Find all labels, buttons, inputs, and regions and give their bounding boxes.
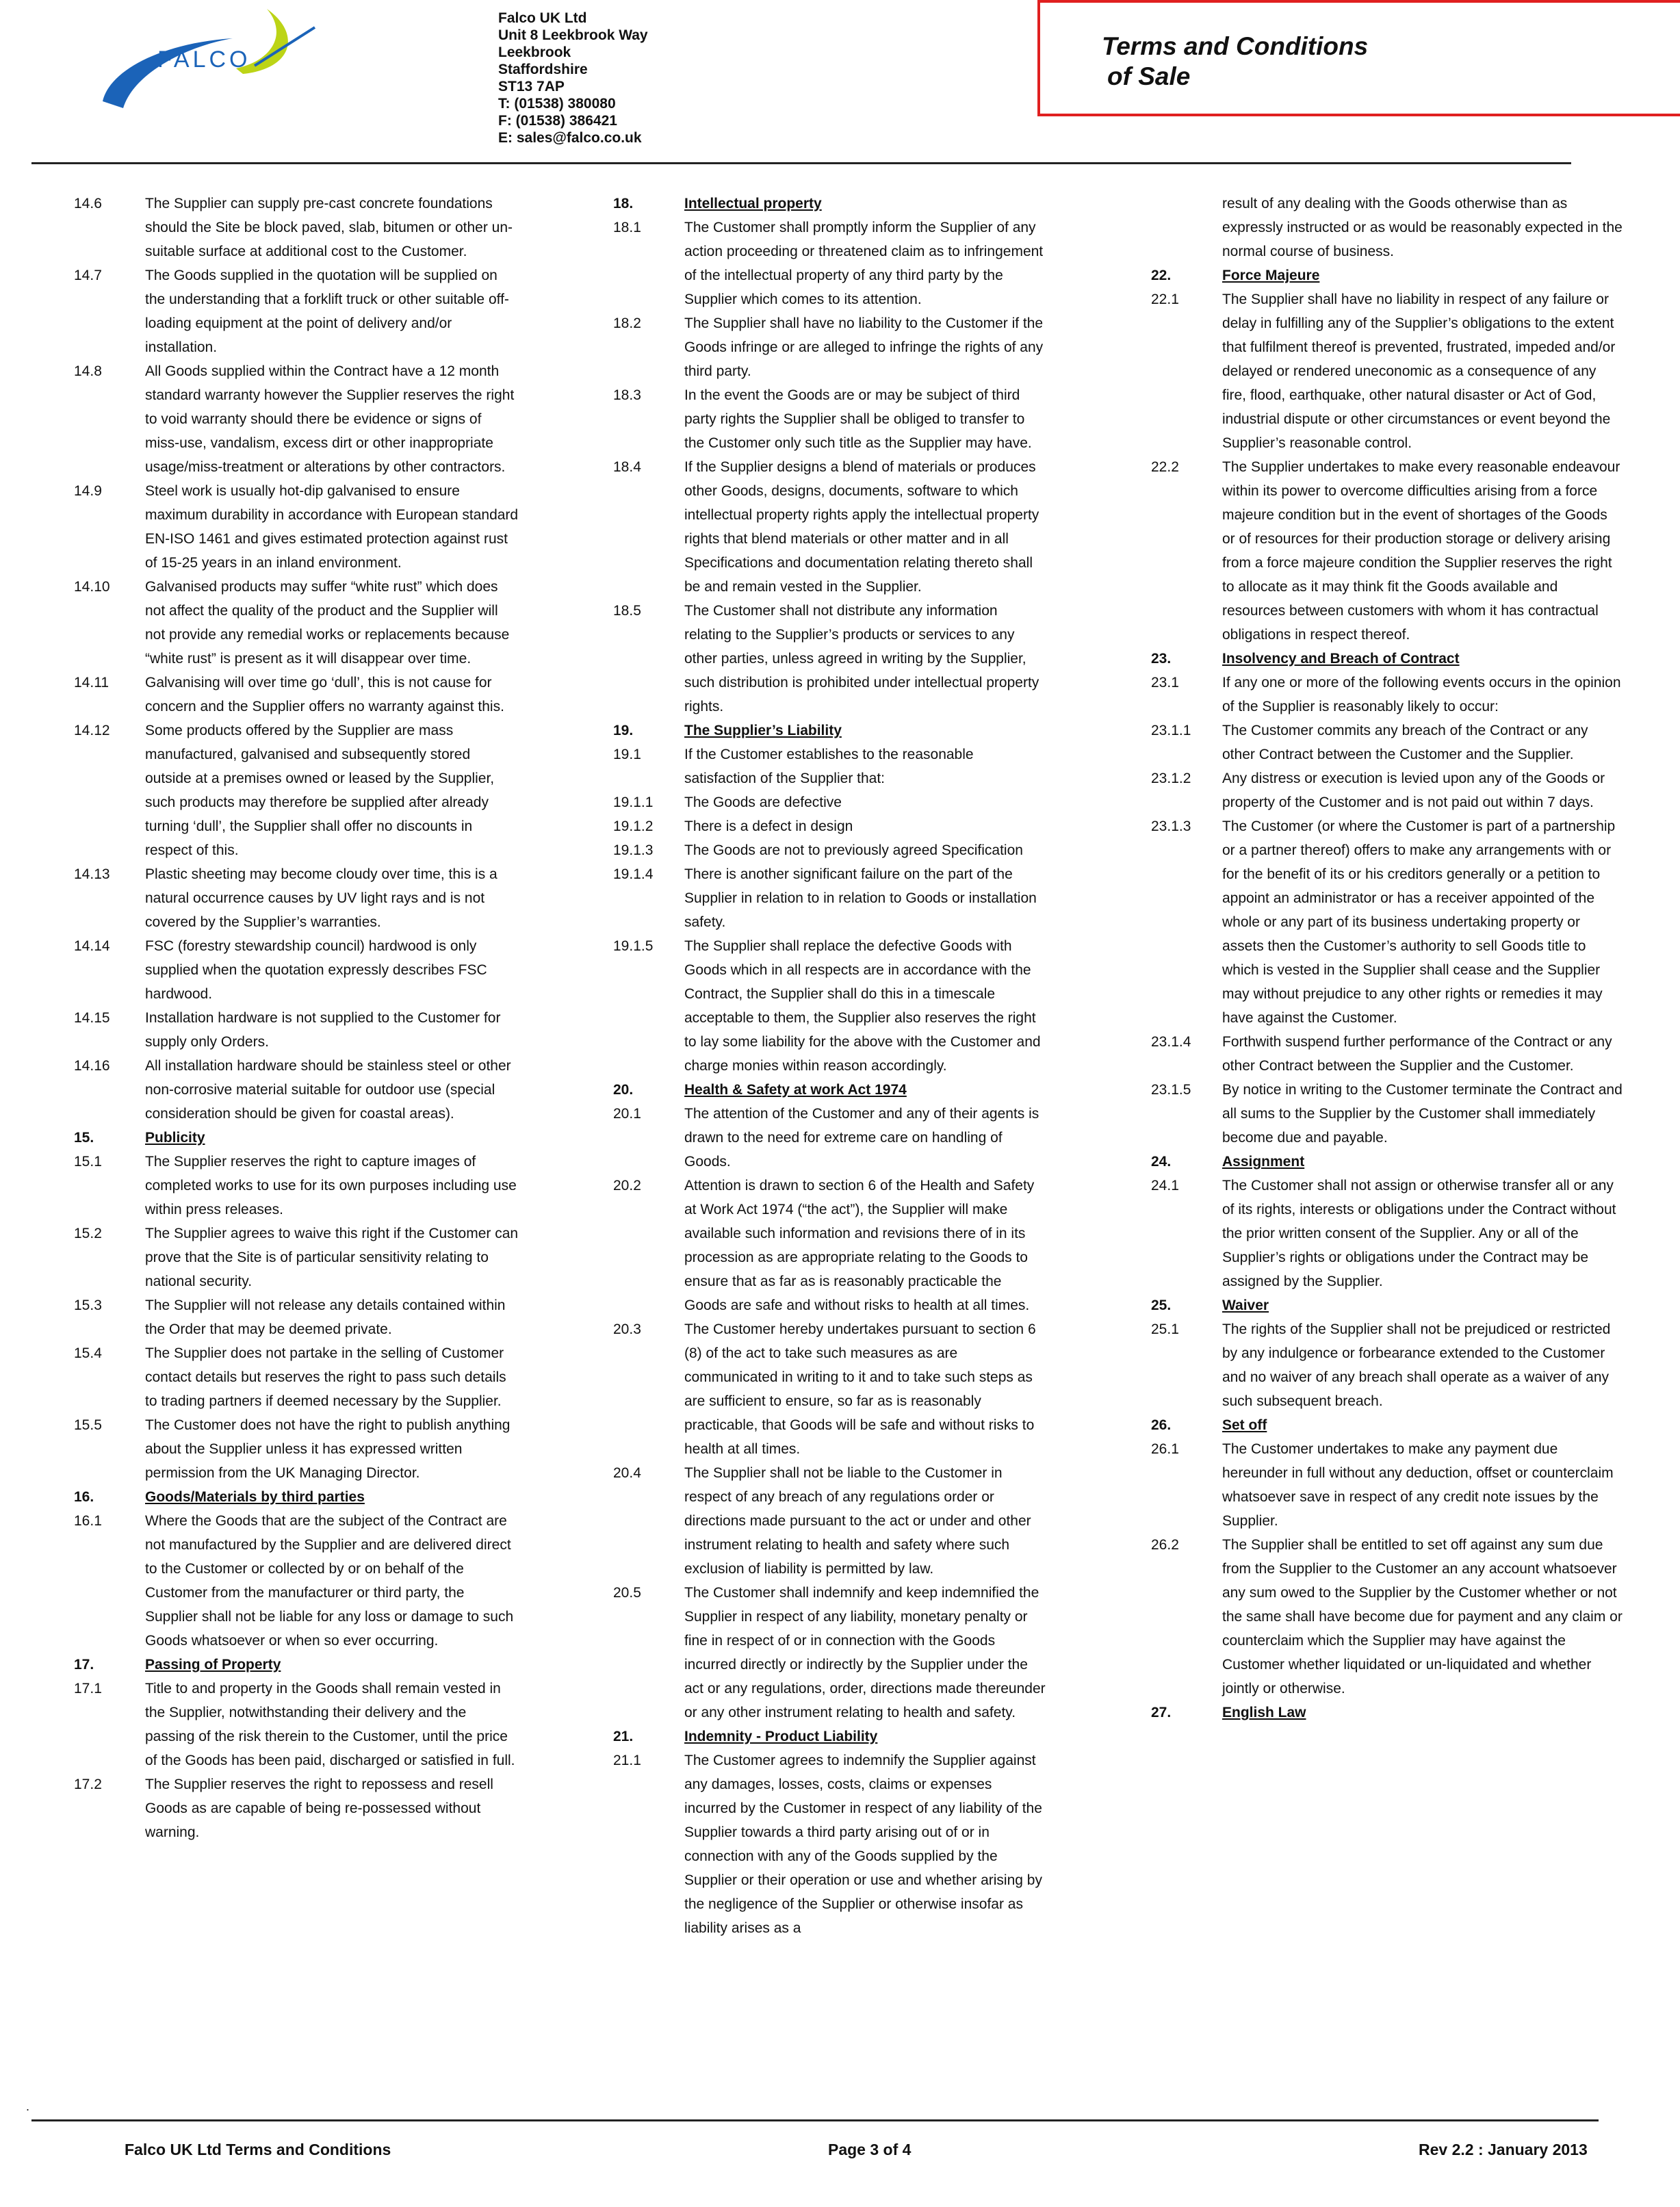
clause-text: Installation hardware is not supplied to the Customer for supply only Orders. bbox=[145, 1010, 501, 1050]
clause-number: 14.7 bbox=[74, 268, 102, 283]
falco-logo-swoosh-icon bbox=[96, 5, 322, 118]
clause-text: The Supplier shall have no liability to the Customer if the Goods infringe or are alleged to infringe the rights of any third party. bbox=[684, 315, 1044, 379]
clause-text: The Customer shall not assign or otherwise transfer all or any of its rights, interests or obligations under the Contract without the prior written consent of the Supplier. Any or all of the Supplier’s rights or obligations under the Contract may be assigned by the Supplier. bbox=[1222, 1178, 1616, 1289]
column-1 bbox=[74, 192, 519, 2108]
document-title-box bbox=[1037, 0, 1680, 116]
clause bbox=[613, 599, 1048, 719]
address-line: Unit 8 Leekbrook Way bbox=[498, 27, 648, 43]
document-title-line2: of Sale bbox=[1107, 62, 1191, 90]
clause-text: The Customer hereby undertakes pursuant to section 6 (8) of the act to take such measures as are communicated in writing to it and to take such steps as are sufficient to ensure, so far as is reasonably practicable, that Goods will be safe and without risks to health at all times. bbox=[684, 1321, 1036, 1457]
clause-heading-text: Publicity bbox=[145, 1130, 205, 1146]
clause-number: 18. bbox=[613, 196, 634, 211]
clause-number: 26.2 bbox=[1151, 1537, 1179, 1553]
footer-revision: Rev 2.2 : January 2013 bbox=[1419, 2141, 1588, 2158]
clause bbox=[613, 1317, 1048, 1461]
clause-number: 18.2 bbox=[613, 315, 641, 331]
clause-text: In the event the Goods are or may be subject of third party rights the Supplier shall be obliged to transfer to the Customer only such title as the Supplier may have. bbox=[684, 387, 1032, 451]
clause-text: If the Supplier designs a blend of materials or produces other Goods, designs, documents, software to which intellectual property rights apply the intellectual property rights that blend materials or other matter and in all Specifications and documentation relating thereto shall be and remain vested in the Supplier. bbox=[684, 459, 1039, 595]
clause-heading-text: Insolvency and Breach of Contract bbox=[1222, 651, 1460, 667]
clause bbox=[1151, 671, 1623, 719]
clause-text: By notice in writing to the Customer terminate the Contract and all sums to the Supplier by the Customer shall immediately become due and payable. bbox=[1222, 1082, 1623, 1146]
clause-text: The Supplier agrees to waive this right if the Customer can prove that the Site is of particular sensitivity relating to national security. bbox=[145, 1226, 519, 1289]
clause-text: The Goods supplied in the quotation will be supplied on the understanding that a forklift truck or other suitable off-loading equipment at the point of delivery and/or installation. bbox=[145, 268, 509, 355]
clause-heading bbox=[1151, 1150, 1623, 1174]
clause-text: If the Customer establishes to the reasonable satisfaction of the Supplier that: bbox=[684, 747, 974, 786]
clause bbox=[613, 311, 1048, 383]
clause bbox=[613, 814, 1048, 838]
clause-number: 15.5 bbox=[74, 1417, 102, 1433]
clause bbox=[74, 359, 519, 479]
address-line: E: sales@falco.co.uk bbox=[498, 130, 642, 146]
clause bbox=[613, 216, 1048, 311]
clause-number: 19.1.1 bbox=[613, 795, 654, 810]
clause-number: 16.1 bbox=[74, 1513, 102, 1529]
clause-text: The Supplier reserves the right to capture images of completed works to use for its own purposes including use within press releases. bbox=[145, 1154, 517, 1217]
clause-number: 19. bbox=[613, 723, 634, 738]
clause-number: 17. bbox=[74, 1657, 94, 1673]
clause-text: The Supplier does not partake in the selling of Customer contact details but reserves the right to pass such details to trading partners if deemed necessary by the Supplier. bbox=[145, 1345, 506, 1409]
clause bbox=[613, 455, 1048, 599]
clause-number: 25.1 bbox=[1151, 1321, 1179, 1337]
clause-text: Galvanising will over time go ‘dull’, this is not cause for concern and the Supplier offers no warranty against this. bbox=[145, 675, 504, 714]
clause-heading bbox=[74, 1126, 519, 1150]
clause bbox=[613, 743, 1048, 790]
clause-number: 20.3 bbox=[613, 1321, 641, 1337]
clause-number: 20.1 bbox=[613, 1106, 641, 1122]
clause bbox=[1151, 192, 1623, 263]
clause-number: 26. bbox=[1151, 1417, 1172, 1433]
clause-text: The Supplier will not release any details contained within the Order that may be deemed private. bbox=[145, 1298, 506, 1337]
clause bbox=[74, 263, 519, 359]
clause bbox=[74, 1413, 519, 1485]
clause-text: Where the Goods that are the subject of the Contract are not manufactured by the Supplier and are delivered direct to the Customer or collected by or on behalf of the Customer from the manufacturer or third party, the Supplier shall not be liable for any loss or damage to such Goods whatsoever or when so ever occurring. bbox=[145, 1513, 514, 1649]
falco-logo bbox=[96, 5, 322, 118]
clause-heading-text: English Law bbox=[1222, 1705, 1306, 1720]
clause-text: There is a defect in design bbox=[684, 818, 853, 834]
clause-number: 14.12 bbox=[74, 723, 110, 738]
clause-number: 21.1 bbox=[613, 1753, 641, 1768]
clause-text: The Goods are defective bbox=[684, 795, 842, 810]
clause bbox=[1151, 1174, 1623, 1293]
clause-text: result of any dealing with the Goods otherwise than as expressly instructed or as would be reasonably expected in the normal course of business. bbox=[1222, 196, 1623, 259]
clause-text: All Goods supplied within the Contract have a 12 month standard warranty however the Supplier reserves the right to void warranty should there be evidence or signs of miss-use, vandalism, excess dirt or other inappropriate usage/miss-treatment or alterations by other contractors. bbox=[145, 363, 515, 475]
clause bbox=[1151, 814, 1623, 1030]
clause bbox=[1151, 1078, 1623, 1150]
clause bbox=[1151, 766, 1623, 814]
clause-number: 15.2 bbox=[74, 1226, 102, 1241]
clause-text: The Customer (or where the Customer is part of a partnership or a partner thereof) offers to make any arrangements with or for the benefit of its or his creditors generally or a petition to appoint an administrator or has a receiver appointed of the whole or any part of its business undertaking property or assets then the Customer’s authority to sell Goods title to which is vested in the Supplier shall cease and the Supplier may without prejudice to any other rights or remedies it may have against the Customer. bbox=[1222, 818, 1616, 1026]
company-address bbox=[498, 10, 786, 146]
clause-text: The Goods are not to previously agreed Specification bbox=[684, 842, 1023, 858]
clause-number: 18.1 bbox=[613, 220, 641, 235]
clause-number: 19.1 bbox=[613, 747, 641, 762]
clause-number: 14.10 bbox=[74, 579, 110, 595]
clause-number: 23.1.3 bbox=[1151, 818, 1191, 834]
clause-number: 20.4 bbox=[613, 1465, 641, 1481]
clause-number: 23.1.4 bbox=[1151, 1034, 1191, 1050]
clause bbox=[74, 192, 519, 263]
clause-text: If any one or more of the following events occurs in the opinion of the Supplier is reasonably likely to occur: bbox=[1222, 675, 1621, 714]
clause bbox=[1151, 1317, 1623, 1413]
clause-number: 26.1 bbox=[1151, 1441, 1179, 1457]
clause-number: 20. bbox=[613, 1082, 634, 1098]
clause-number: 14.6 bbox=[74, 196, 102, 211]
clause-number: 19.1.5 bbox=[613, 938, 654, 954]
clause-number: 27. bbox=[1151, 1705, 1172, 1720]
clause bbox=[613, 1581, 1048, 1725]
clause bbox=[613, 862, 1048, 934]
clause-heading bbox=[1151, 1701, 1623, 1725]
clause-number: 20.2 bbox=[613, 1178, 641, 1193]
address-line: Falco UK Ltd bbox=[498, 10, 587, 26]
clause-text: The Customer shall promptly inform the Supplier of any action proceeding or threatened claim as to infringement of the intellectual property of any third party by the Supplier which comes to its attention. bbox=[684, 220, 1044, 307]
address-line: Leekbrook bbox=[498, 44, 571, 60]
footer-divider bbox=[31, 2119, 1599, 2121]
clause-number: 15.4 bbox=[74, 1345, 102, 1361]
clause bbox=[613, 838, 1048, 862]
clause bbox=[74, 1341, 519, 1413]
clause bbox=[74, 479, 519, 575]
clause-number: 17.1 bbox=[74, 1681, 102, 1696]
clause bbox=[1151, 1533, 1623, 1701]
footer-mark: . bbox=[26, 2100, 30, 2113]
column-3 bbox=[1151, 192, 1623, 2108]
clause-text: The Supplier can supply pre-cast concrete foundations should the Site be block paved, slab, bitumen or other un-suitable surface at additional cost to the Customer. bbox=[145, 196, 513, 259]
clause-text: The Customer does not have the right to publish anything about the Supplier unless it has expressed written permission from the UK Managing Director. bbox=[145, 1417, 511, 1481]
clause-heading bbox=[613, 1078, 1048, 1102]
clause bbox=[74, 934, 519, 1006]
clause-heading bbox=[1151, 647, 1623, 671]
column-2 bbox=[613, 192, 1048, 2108]
clause-number: 16. bbox=[74, 1489, 94, 1505]
clause-number: 15.1 bbox=[74, 1154, 102, 1170]
clause-text: The Customer shall not distribute any information relating to the Supplier’s products or services to any other parties, unless agreed in writing by the Supplier, such distribution is prohibited under intellectual property rights. bbox=[684, 603, 1039, 714]
clause-text: The attention of the Customer and any of their agents is drawn to the need for extreme care on handling of Goods. bbox=[684, 1106, 1039, 1170]
clause bbox=[74, 1150, 519, 1222]
clause bbox=[613, 790, 1048, 814]
clause-number: 15. bbox=[74, 1130, 94, 1146]
footer-page-number: Page 3 of 4 bbox=[828, 2141, 912, 2158]
clause-number: 23.1.2 bbox=[1151, 771, 1191, 786]
clause-text: The rights of the Supplier shall not be prejudiced or restricted by any indulgence or forbearance extended to the Customer and no waiver of any breach shall operate as a waiver of any such subsequent breach. bbox=[1222, 1321, 1611, 1409]
clause-text: The Supplier shall not be liable to the Customer in respect of any breach of any regulations order or directions made pursuant to the act or under and other instrument relating to health and safety where such exclusion of liability is permitted by law. bbox=[684, 1465, 1031, 1577]
clause-text: Forthwith suspend further performance of the Contract or any other Contract between the Supplier and the Customer. bbox=[1222, 1034, 1612, 1074]
clause-text: The Customer undertakes to make any payment due hereunder in full without any deduction, offset or counterclaim whatsoever save in respect of any credit note issues by the Supplier. bbox=[1222, 1441, 1614, 1529]
address-line: ST13 7AP bbox=[498, 79, 565, 94]
clause-number: 24.1 bbox=[1151, 1178, 1179, 1193]
clause bbox=[613, 1174, 1048, 1317]
clause-number: 22.2 bbox=[1151, 459, 1179, 475]
clause bbox=[613, 383, 1048, 455]
clause-heading bbox=[613, 192, 1048, 216]
clause-number: 14.9 bbox=[74, 483, 102, 499]
clause-number: 18.5 bbox=[613, 603, 641, 619]
clause-number: 19.1.2 bbox=[613, 818, 654, 834]
clause-text: All installation hardware should be stainless steel or other non-corrosive material suitable for outdoor use (special consideration should be given for coastal areas). bbox=[145, 1058, 511, 1122]
address-line: T: (01538) 380080 bbox=[498, 96, 616, 112]
clause bbox=[613, 1461, 1048, 1581]
clause-text: The Supplier shall be entitled to set off against any sum due from the Supplier to the Customer an any account whatsoever any sum owed to the Supplier by the Customer whether or not the same shall have become due for payment and any claim or counterclaim which the Supplier may have against the Customer whether liquidated or un-liquidated and whether jointly or otherwise. bbox=[1222, 1537, 1623, 1696]
clause bbox=[613, 1102, 1048, 1174]
clause bbox=[1151, 1437, 1623, 1533]
clause bbox=[74, 862, 519, 934]
clause-number: 23. bbox=[1151, 651, 1172, 667]
clause-text: Any distress or execution is levied upon any of the Goods or property of the Customer and is not paid out within 7 days. bbox=[1222, 771, 1605, 810]
clause bbox=[74, 719, 519, 862]
clause-number: 24. bbox=[1151, 1154, 1172, 1170]
clause-number: 14.16 bbox=[74, 1058, 110, 1074]
clause-heading-text: Intellectual property bbox=[684, 196, 822, 211]
clause-text: The Customer shall indemnify and keep indemnified the Supplier in respect of any liability, monetary penalty or fine in respect of or in connection with the Goods incurred directly or indirectly by the Supplier under the act or any regulations, order, directions made thereunder or any other instrument relating to health and safety. bbox=[684, 1585, 1046, 1720]
clause bbox=[1151, 719, 1623, 766]
logo-wordmark: FALCO bbox=[157, 47, 251, 73]
clause-heading bbox=[613, 1725, 1048, 1748]
clause-text: The Supplier undertakes to make every reasonable endeavour within its power to overcome difficulties arising from a force majeure condition but in the event of shortages of the Goods or of resources for their production storage or delivery arising from a force majeure condition the Supplier reserves the right to allocate as it may think fit the Goods available and resources between customers with whom it has contractual obligations in respect thereof. bbox=[1222, 459, 1620, 643]
address-line: F: (01538) 386421 bbox=[498, 113, 617, 129]
clause-number: 19.1.4 bbox=[613, 866, 654, 882]
clause bbox=[74, 1054, 519, 1126]
clause-heading-text: Health & Safety at work Act 1974 bbox=[684, 1082, 907, 1098]
clause-number: 22. bbox=[1151, 268, 1172, 283]
address-line: Staffordshire bbox=[498, 62, 588, 77]
document-title-line1: Terms and Conditions bbox=[1102, 32, 1369, 60]
clause-number: 14.11 bbox=[74, 675, 109, 691]
clause-number: 15.3 bbox=[74, 1298, 102, 1313]
clause-heading-text: Indemnity - Product Liability bbox=[684, 1729, 878, 1744]
clause-text: Title to and property in the Goods shall remain vested in the Supplier, notwithstanding their delivery and the passing of the risk therein to the Customer, until the price of the Goods has been paid, discharged or satisfied in full. bbox=[145, 1681, 515, 1768]
clause-number: 18.4 bbox=[613, 459, 641, 475]
clause-heading-text: Goods/Materials by third parties bbox=[145, 1489, 365, 1505]
clause-text: Some products offered by the Supplier are mass manufactured, galvanised and subsequently stored outside at a premises owned or leased by the Supplier, such products may therefore be supplied after already turning ‘dull’, the Supplier shall offer no discounts in respect of this. bbox=[145, 723, 495, 858]
clause bbox=[74, 671, 519, 719]
footer-document-name: Falco UK Ltd Terms and Conditions bbox=[125, 2141, 391, 2158]
clause-text: There is another significant failure on the part of the Supplier in relation to in relation to Goods or installation safety. bbox=[684, 866, 1037, 930]
clause-number: 23.1 bbox=[1151, 675, 1179, 691]
clause bbox=[74, 575, 519, 671]
clause-text: The Customer agrees to indemnify the Supplier against any damages, losses, costs, claims or expenses incurred by the Customer in respect of any liability of the Supplier towards a third party arising out of or in connection with any of the Goods supplied by the Supplier or their operation or use and whether arising by the negligence of the Supplier or otherwise insofar as liability arises as a bbox=[684, 1753, 1042, 1936]
clause-heading bbox=[74, 1485, 519, 1509]
clause-number: 23.1.1 bbox=[1151, 723, 1191, 738]
clause-heading bbox=[74, 1653, 519, 1677]
clause-text: The Supplier shall replace the defective Goods with Goods which in all respects are in accordance with the Contract, the Supplier shall do this in a timescale acceptable to them, the Supplier also reserves the right to lay some liability for the above with the Customer and charge monies within reason accordingly. bbox=[684, 938, 1041, 1074]
clause bbox=[74, 1677, 519, 1772]
clause-text: Galvanised products may suffer “white rust” which does not affect the quality of the product and the Supplier will not provide any remedial works or replacements because “white rust” is present as it will disappear over time. bbox=[145, 579, 510, 667]
clause bbox=[1151, 287, 1623, 455]
clause bbox=[1151, 1030, 1623, 1078]
clause-number: 14.13 bbox=[74, 866, 110, 882]
clause bbox=[74, 1293, 519, 1341]
clause-text: The Customer commits any breach of the Contract or any other Contract between the Customer and the Supplier. bbox=[1222, 723, 1588, 762]
clause bbox=[74, 1006, 519, 1054]
clause-number: 20.5 bbox=[613, 1585, 641, 1601]
clause-heading-text: Passing of Property bbox=[145, 1657, 281, 1673]
clause bbox=[74, 1509, 519, 1653]
clause-number: 21. bbox=[613, 1729, 634, 1744]
clause-heading-text: Waiver bbox=[1222, 1298, 1269, 1313]
clause-text: The Supplier reserves the right to repossess and resell Goods as are capable of being re-possessed without warning. bbox=[145, 1777, 493, 1840]
clause-text: Attention is drawn to section 6 of the Health and Safety at Work Act 1974 (“the act”), the Supplier will make available such information and revisions there of in its procession as are appropriate relating to the Goods to ensure that as far as is reasonably practicable the Goods are safe and without risks to health at all times. bbox=[684, 1178, 1035, 1313]
clause-heading-text: Set off bbox=[1222, 1417, 1267, 1433]
clause bbox=[613, 1748, 1048, 1940]
clause-number: 14.15 bbox=[74, 1010, 110, 1026]
clause-heading bbox=[1151, 263, 1623, 287]
clause bbox=[74, 1222, 519, 1293]
clause-heading bbox=[1151, 1293, 1623, 1317]
clause bbox=[74, 1772, 519, 1844]
clause-heading-text: Force Majeure bbox=[1222, 268, 1320, 283]
clause-text: Plastic sheeting may become cloudy over time, this is a natural occurrence causes by UV light rays and is not covered by the Supplier’s warranties. bbox=[145, 866, 497, 930]
clause-heading bbox=[613, 719, 1048, 743]
clause-number: 23.1.5 bbox=[1151, 1082, 1191, 1098]
clause bbox=[1151, 455, 1623, 647]
clause-text: FSC (forestry stewardship council) hardwood is only supplied when the quotation expressly describes FSC hardwood. bbox=[145, 938, 487, 1002]
clause bbox=[613, 934, 1048, 1078]
clause-number: 25. bbox=[1151, 1298, 1172, 1313]
clause-number: 19.1.3 bbox=[613, 842, 654, 858]
clause-text: Steel work is usually hot-dip galvanised to ensure maximum durability in accordance with European standard EN-ISO 1461 and gives estimated protection against rust of 15-25 years in an inland environment. bbox=[145, 483, 519, 571]
clause-number: 17.2 bbox=[74, 1777, 102, 1792]
clause-number: 14.8 bbox=[74, 363, 102, 379]
header-divider bbox=[31, 162, 1571, 164]
clause-number: 22.1 bbox=[1151, 292, 1179, 307]
clause-text: The Supplier shall have no liability in respect of any failure or delay in fulfilling any of the Supplier’s obligations to the extent that fulfilment thereof is prevented, frustrated, impeded and/or delayed or rendered uneconomic as a consequence of any fire, flood, earthquake, other natural disaster or Act of God, industrial dispute or other circumstances or event beyond the Supplier’s reasonable control. bbox=[1222, 292, 1616, 451]
clause-number: 18.3 bbox=[613, 387, 641, 403]
clause-heading-text: Assignment bbox=[1222, 1154, 1305, 1170]
clause-number: 14.14 bbox=[74, 938, 110, 954]
clause-heading bbox=[1151, 1413, 1623, 1437]
clause-heading-text: The Supplier’s Liability bbox=[684, 723, 842, 738]
